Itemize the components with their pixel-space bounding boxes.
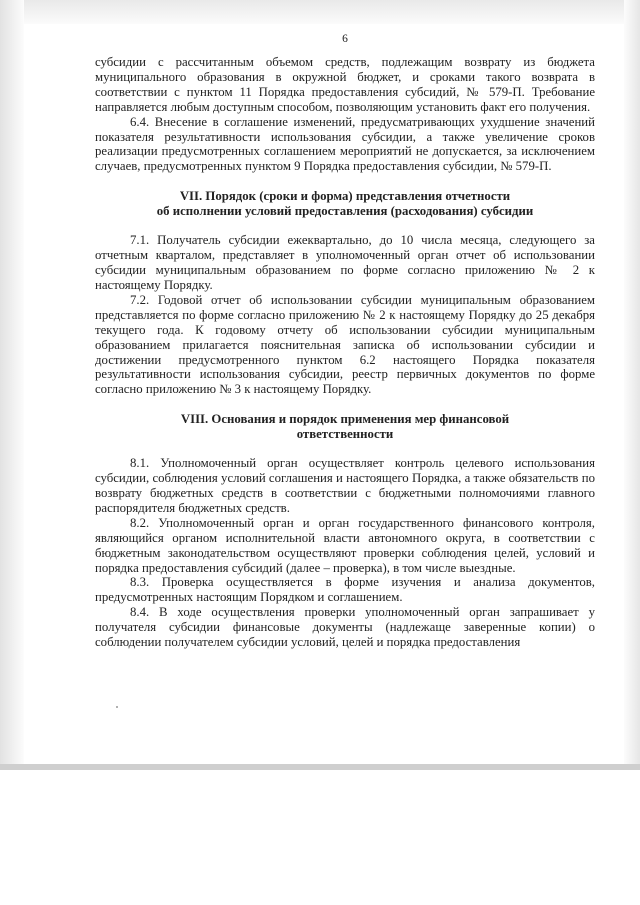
scan-edge-top: [0, 0, 640, 24]
page-number: 6: [342, 33, 348, 45]
paragraph-6-4: 6.4. Внесение в соглашение изменений, предусматривающих ухудшение значений показателя результативности использования субсидии, а также увеличение сроков реализации предусмотренных соглашением мероприятий не допускается, за исключением случаев, предусмотренных пунктом 9 Порядка предоставления субсидии, № 579-П.: [95, 114, 595, 174]
scan-edge-left: [0, 0, 24, 770]
paragraph-8-1: 8.1. Уполномоченный орган осуществляет контроль целевого использования субсидии, соблюдения условий соглашения и настоящего Порядка, а также обязательств по возврату бюджетных средств в соответствии с бюджетными полномочиями главного распорядителя бюджетных средств.: [95, 456, 595, 515]
scan-edge-bottom: [0, 764, 640, 770]
document-page: [95, 32, 595, 650]
paragraph-8-3: 8.3. Проверка осуществляется в форме изучения и анализа документов, предусмотренных настоящим Порядком и соглашением.: [95, 575, 595, 605]
section-7-heading-line-1: VII. Порядок (сроки и форма) представления отчетности: [179, 189, 511, 204]
section-8-heading: [95, 412, 595, 442]
scan-edge-right: [624, 0, 640, 770]
section-7-heading: [95, 189, 595, 219]
paragraph-7-1: 7.1. Получатель субсидии ежеквартально, до 10 числа месяца, следующего за отчетным кварталом, представляет в уполномоченный орган отчет об использовании субсидии муниципальным образованием по форме согласно приложению № 2 к настоящему Порядку.: [95, 233, 595, 292]
section-8-heading-line-1: VIII. Основания и порядок применения мер финансовой: [180, 412, 510, 427]
scan-speck: [116, 706, 118, 708]
paragraph-6-3-continuation: субсидии с рассчитанным объемом средств, подлежащим возврату из бюджета муниципального образования в окружной бюджет, и сроками такого возврата в соответствии с пунктом 11 Порядка предоставления субсидий, № 579-П. Требование направляется любым доступным способом, позволяющим установить факт его получения.: [95, 55, 595, 114]
section-8-heading-line-2: ответственности: [296, 427, 394, 442]
paragraph-8-4: 8.4. В ходе осуществления проверки уполномоченный орган запрашивает у получателя субсидии финансовые документы (надлежаще заверенные копии) о соблюдении получателем субсидии условий, целей и порядка предоставления: [95, 605, 595, 650]
paragraph-7-2: 7.2. Годовой отчет об использовании субсидии муниципальным образованием представляется по форме согласно приложению № 2 к настоящему Порядку до 25 декабря текущего года. К годовому отчету об использовании субсидии муниципальным образованием прилагается пояснительная записка об использовании субсидии и достижении предусмотренного пунктом 6.2 настоящего Порядка показателя результативности использования субсидии, реестр первичных документов по форме согласно приложению № 3 к настоящему Порядку.: [95, 292, 595, 397]
section-7-heading-line-2: об исполнении условий предоставления (расходования) субсидии: [156, 204, 534, 219]
paragraph-8-2: 8.2. Уполномоченный орган и орган государственного финансового контроля, являющийся органом исполнительной власти автономного округа, в соответствии с бюджетным законодательством осуществляют проверки соблюдения целей, условий и порядка предоставления субсидий (далее – проверка), в том числе выездные.: [95, 515, 595, 575]
